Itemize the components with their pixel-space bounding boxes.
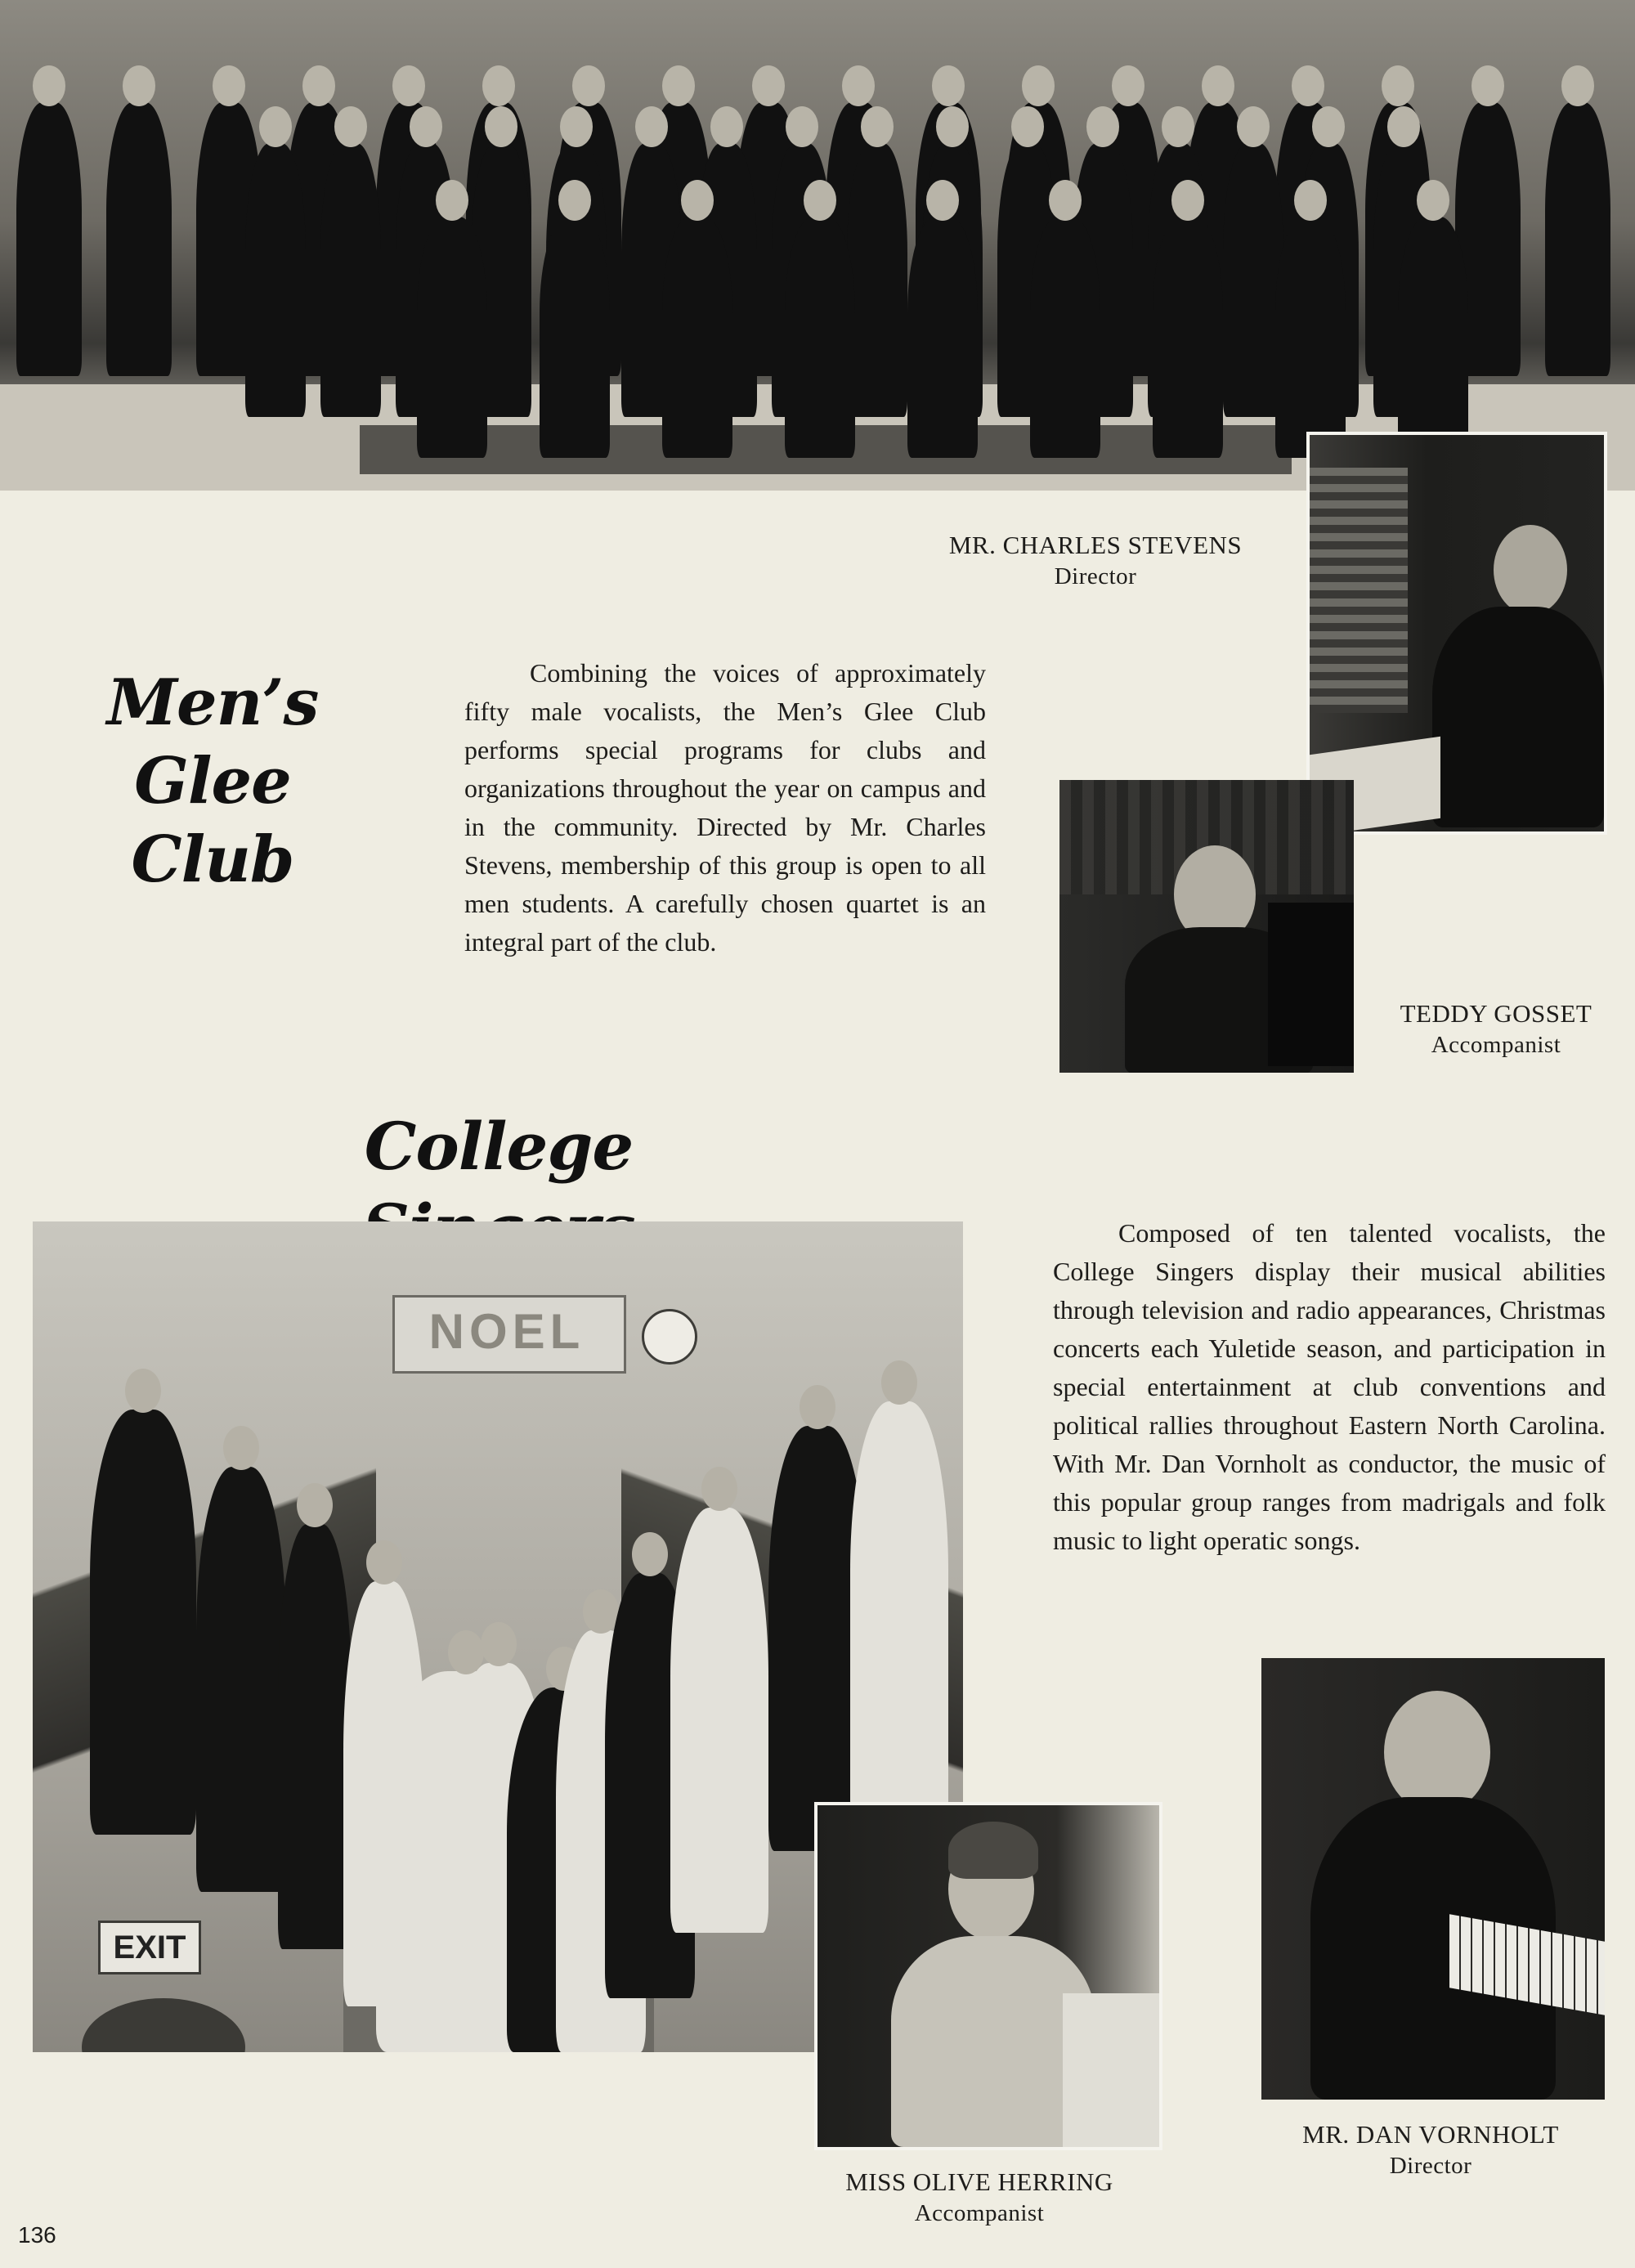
singer-head (1049, 180, 1082, 221)
singer-head (123, 65, 155, 106)
singer-head (632, 1532, 668, 1576)
singer-silhouette (417, 217, 487, 458)
singer-head (366, 1540, 402, 1584)
singer-head (1312, 106, 1345, 147)
singer-head (223, 1426, 259, 1470)
singer-head (392, 65, 425, 106)
singer-head (259, 106, 292, 147)
singer-head (800, 1385, 835, 1429)
dan-vornholt-photo (1261, 1658, 1605, 2100)
singer-head (334, 106, 367, 147)
singer-head (1472, 65, 1504, 106)
singer-silhouette (1153, 217, 1223, 458)
singer-head (583, 1589, 619, 1634)
singer-head (1561, 65, 1594, 106)
singer-head (1382, 65, 1414, 106)
singer-head (635, 106, 668, 147)
noel-sign: NOEL (428, 1304, 585, 1359)
caption-name: MR. CHARLES STEVENS (948, 531, 1243, 559)
singer-head (662, 65, 695, 106)
charles-stevens-photo (1310, 435, 1604, 831)
singer-silhouette (90, 1410, 196, 1835)
singer-head (1022, 65, 1055, 106)
singer-silhouette (785, 217, 855, 458)
singer-silhouette (1545, 102, 1610, 376)
singer-head (1237, 106, 1270, 147)
singer-head (125, 1369, 161, 1413)
olive-herring-photo (818, 1805, 1159, 2147)
caption-name: MISS OLIVE HERRING (845, 2167, 1113, 2196)
singer-silhouette (16, 102, 82, 376)
singer-head (297, 1483, 333, 1527)
singer-silhouette (245, 143, 306, 417)
singer-head (1162, 106, 1194, 147)
singer-head (1171, 180, 1204, 221)
singer-head (1086, 106, 1119, 147)
singer-silhouette (907, 217, 978, 458)
title-line-2: Club (131, 822, 294, 897)
exit-sign: EXIT (98, 1921, 201, 1974)
singer-head (881, 1360, 917, 1405)
singer-head (1417, 180, 1449, 221)
singer-silhouette (850, 1401, 948, 1827)
singer-head (560, 106, 593, 147)
caption-role: Director (1054, 563, 1137, 589)
singer-silhouette (1030, 217, 1100, 458)
charles-stevens-caption (907, 530, 1283, 592)
singer-head (481, 1622, 517, 1666)
singer-head (842, 65, 875, 106)
title-line-1: Men’s Glee (106, 666, 319, 818)
mens-glee-club-title (41, 664, 384, 899)
college-singers-description: Composed of ten talented vocalists, the College Singers display their musical abilities through television and radio appearances, Christmas concerts each Yuletide season, and participation in special entertainment at club conventions and political rallies throughout Eastern North Carolina. With Mr. Dan Vornholt as conductor, the music of this popular group ranges from madrigals and folk music to light operatic songs. (1053, 1218, 1606, 1555)
singer-silhouette (540, 217, 610, 458)
singer-head (926, 180, 959, 221)
singer-silhouette (847, 143, 907, 417)
singer-head (1011, 106, 1044, 147)
singer-head (1202, 65, 1234, 106)
singer-head (572, 65, 605, 106)
singer-head (33, 65, 65, 106)
singer-head (804, 180, 836, 221)
singer-silhouette (278, 1524, 352, 1949)
singer-silhouette (320, 143, 381, 417)
singer-head (302, 65, 335, 106)
olive-herring-caption (808, 2167, 1151, 2229)
singer-silhouette (1223, 143, 1283, 417)
singer-head (681, 180, 714, 221)
singer-head (861, 106, 894, 147)
caption-name: MR. DAN VORNHOLT (1302, 2120, 1559, 2149)
dan-vornholt-caption (1259, 2119, 1602, 2181)
singer-head (436, 180, 468, 221)
teddy-gosset-photo (1059, 780, 1354, 1073)
singer-silhouette (662, 217, 732, 458)
singer-head (213, 65, 245, 106)
singer-silhouette (670, 1508, 768, 1933)
caption-role: Director (1389, 2153, 1472, 2179)
college-singers-title: College (364, 1108, 634, 1185)
singer-head (786, 106, 818, 147)
teddy-gosset-caption (1373, 998, 1619, 1060)
singer-head (558, 180, 591, 221)
page-number: 136 (18, 2222, 56, 2248)
singer-head (485, 106, 517, 147)
singer-silhouette (1275, 217, 1346, 458)
singer-silhouette (196, 1467, 286, 1892)
singer-head (1294, 180, 1327, 221)
singer-head (1387, 106, 1420, 147)
caption-name: TEDDY GOSSET (1400, 999, 1592, 1028)
singer-head (1292, 65, 1324, 106)
singer-head (936, 106, 969, 147)
glee-club-group-photo (0, 0, 1635, 491)
singer-head (482, 65, 515, 106)
caption-role: Accompanist (914, 2200, 1045, 2226)
singer-head (710, 106, 743, 147)
singer-silhouette (1398, 217, 1468, 458)
singer-head (701, 1467, 737, 1511)
singer-head (932, 65, 965, 106)
singer-head (410, 106, 442, 147)
mens-glee-club-description: Combining the voices of approximately fifty male vocalists, the Men’s Glee Club performs special programs for clubs and organizations throughout the year on campus and in the community. Directed by Mr. Charles Stevens, membership of this group is open to all men students. A carefully chosen quartet is an integral part of the club. (464, 658, 986, 957)
singer-head (752, 65, 785, 106)
singer-head (1112, 65, 1144, 106)
singer-silhouette (106, 102, 172, 376)
caption-role: Accompanist (1431, 1032, 1561, 1058)
